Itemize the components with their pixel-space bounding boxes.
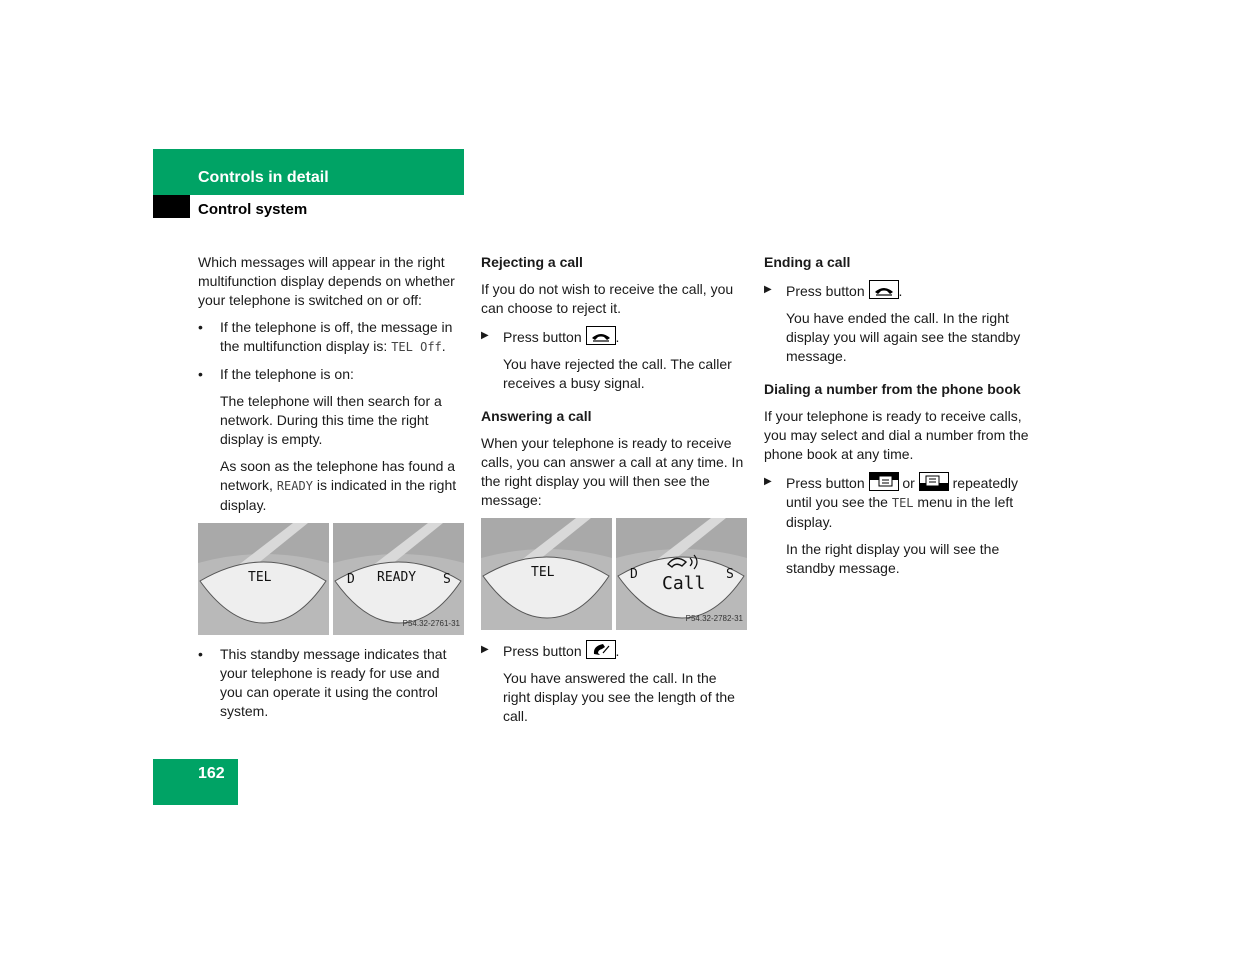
page-down-icon — [919, 472, 949, 491]
figure-code: P54.32-2782-31 — [685, 614, 743, 623]
step-item: ▶ Press button . — [481, 326, 747, 347]
heading-rejecting: Rejecting a call — [481, 254, 583, 270]
list-item: • If the telephone is on: — [198, 366, 354, 382]
found-text: As soon as the telephone has found a network, READY is indicated in the right display. — [220, 458, 457, 513]
display-code: TEL Off — [391, 340, 442, 354]
standby-text: In the right display you will see the standby message. — [786, 541, 1000, 576]
display-s: S — [443, 572, 451, 587]
step-item: ▶ Press button . — [764, 280, 1030, 301]
dial-intro: If your telephone is ready to receive calls, you may select and dial a number from the phone book at any time. — [764, 408, 1029, 462]
left-display — [481, 518, 612, 630]
answer-intro: When your telephone is ready to receive calls, you can answer a call at any time. In the right display you will then see the message: — [481, 435, 744, 508]
right-display — [333, 523, 464, 635]
figure-code: P54.32-2761-31 — [402, 619, 460, 628]
heading-dialing: Dialing a number from the phone book — [764, 381, 1021, 397]
left-display — [198, 523, 329, 635]
display-label: TEL — [531, 565, 555, 580]
display-d: D — [630, 567, 638, 582]
step-item: ▶ Press button . — [481, 640, 747, 661]
answer-result: You have answered the call. In the right display you see the length of the call. — [503, 670, 735, 724]
right-display — [616, 518, 747, 630]
search-text: The telephone will then search for a network. During this time the right display is empty. — [220, 393, 442, 447]
display-label: Call — [662, 573, 706, 594]
display-code: READY — [276, 479, 313, 493]
list-item: • This standby message indicates that your telephone is ready for use and you can operate it using the control system. — [198, 646, 447, 719]
section-title: Controls in detail — [198, 169, 329, 186]
display-label: TEL — [248, 570, 272, 585]
reject-result: You have rejected the call. The caller receives a busy signal. — [503, 356, 732, 391]
display-figure — [481, 518, 747, 630]
reject-intro: If you do not wish to receive the call, you can choose to reject it. — [481, 281, 734, 316]
column-3 — [764, 253, 1030, 586]
list-item: • If the telephone is off, the message in the multifunction display is: TEL Off. — [198, 319, 453, 354]
heading-answering: Answering a call — [481, 408, 592, 424]
column-2 — [481, 253, 747, 734]
heading-ending: Ending a call — [764, 254, 851, 270]
subsection-title: Control system — [198, 201, 308, 218]
display-label: READY — [377, 570, 417, 585]
page-number-box — [153, 759, 238, 805]
hang-up-icon — [586, 326, 616, 345]
display-s: S — [726, 567, 734, 582]
step-item: ▶ Press button or repeatedly until you see the TEL menu in the left display. — [764, 472, 1030, 532]
display-d: D — [347, 572, 355, 587]
pick-up-icon — [586, 640, 616, 659]
column-1 — [198, 253, 464, 729]
page-up-icon — [869, 472, 899, 491]
display-figure — [198, 523, 464, 635]
display-code: TEL — [891, 496, 914, 510]
hang-up-icon — [869, 280, 899, 299]
end-result: You have ended the call. In the right display you will again see the standby message. — [786, 310, 1021, 364]
subsection-marker — [153, 195, 190, 218]
intro-text: Which messages will appear in the right multifunction display depends on whether your telephone is switched on or off: — [198, 254, 455, 308]
page-number: 162 — [198, 765, 225, 782]
